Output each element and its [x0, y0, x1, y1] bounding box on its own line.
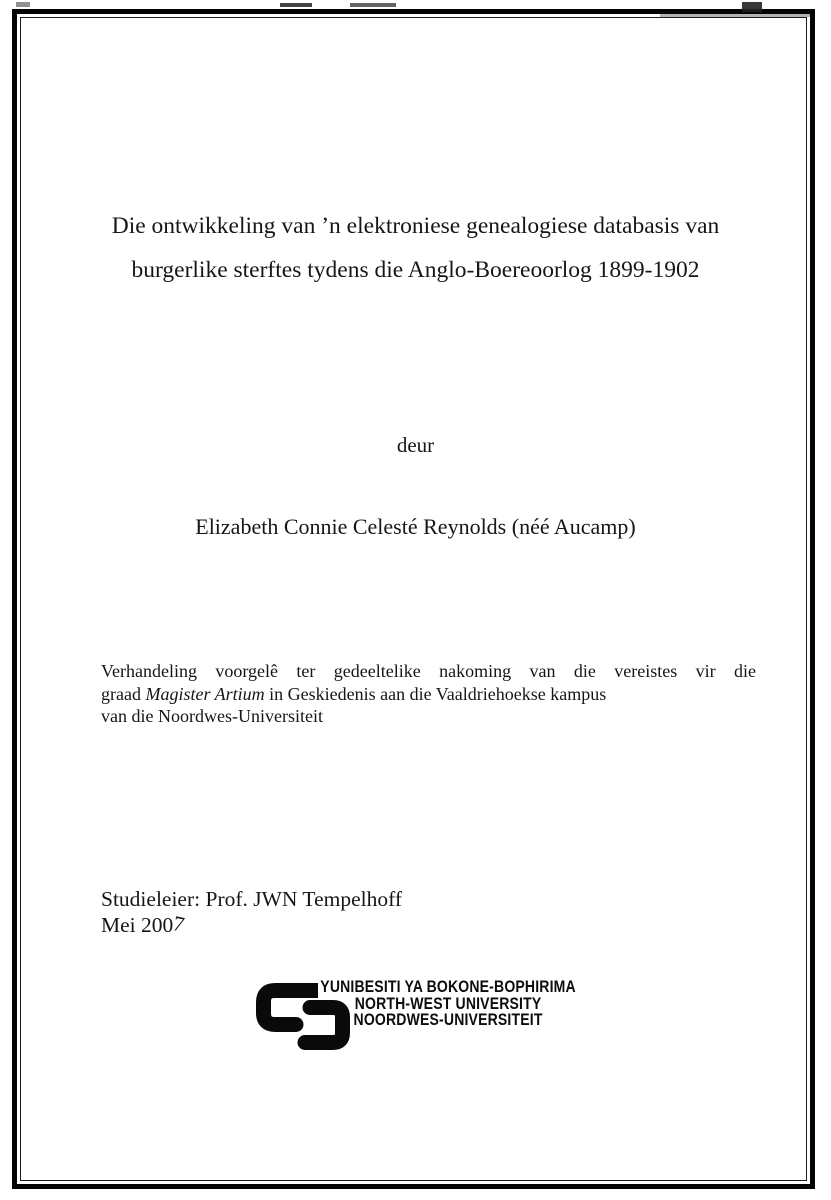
degree-name: Magister Artium [145, 683, 265, 704]
university-name-block [318, 979, 578, 1029]
thesis-title [65, 204, 766, 292]
university-name-english: NORTH-WEST UNIVERSITY [354, 994, 542, 1013]
submission-line2 [101, 683, 756, 706]
submission-line3: van die Noordwes-Universiteit [101, 706, 323, 726]
handwritten-seven-digit: 7 [171, 910, 187, 937]
submission-line2-before: graad [101, 683, 146, 704]
scan-artifact [350, 3, 396, 7]
date-line [101, 910, 402, 939]
supervisor-block [101, 887, 402, 938]
author-name: Elizabeth Connie Celesté Reynolds (néé Aucamp) [195, 514, 636, 539]
byline-deur: deur [396, 433, 435, 457]
supervisor-line: Studieleier: Prof. JWN Tempelhoff [101, 887, 403, 911]
submission-statement [101, 660, 756, 728]
scan-artifact [660, 14, 810, 17]
thesis-title-line2: burgerlike sterftes tydens die Anglo-Boereoorlog 1899-1902 [131, 257, 700, 283]
scan-artifact [280, 3, 312, 7]
thesis-title-line1: Die ontwikkeling van ’n elektroniese genealogiese databasis van [111, 213, 720, 239]
date-prefix: Mei 200 [101, 912, 174, 937]
university-name-afrikaans: NOORDWES-UNIVERSITEIT [353, 1011, 543, 1029]
university-name-setswana: YUNIBESITI YA BOKONE-BOPHIRIMA [320, 978, 576, 996]
scan-artifact [16, 2, 30, 7]
submission-line1: Verhandeling voorgelê ter gedeeltelike nakoming van die vereistes vir die [101, 661, 756, 681]
submission-line2-after: in Geskiedenis aan die Vaaldriehoekse kampus [264, 683, 607, 704]
scan-artifact [742, 2, 762, 12]
